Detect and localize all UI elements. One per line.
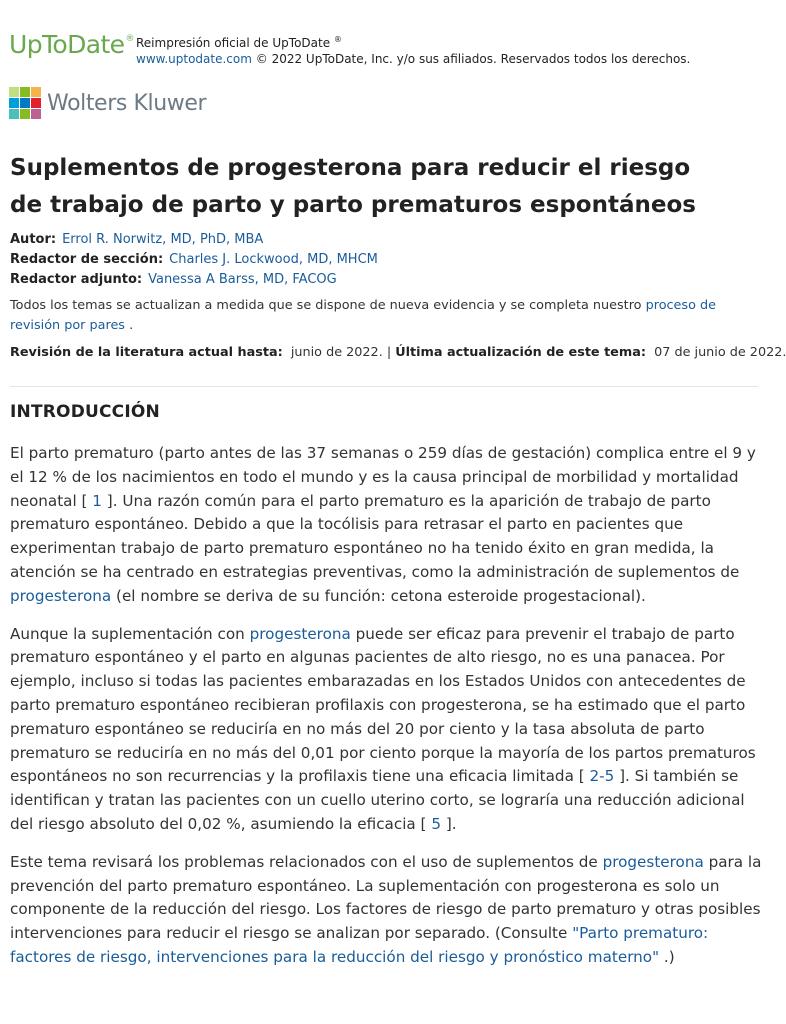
section-editor-row: [10, 250, 378, 270]
reprint-line: Reimpresión oficial de UpToDate: [136, 36, 331, 50]
intro-paragraph-3: [10, 851, 762, 970]
uptodate-logo-text: UpToDate: [9, 30, 125, 59]
author-label: Autor:: [10, 232, 57, 247]
p2-text-4: ].: [445, 814, 457, 833]
reprint-header: [0, 0, 768, 72]
article-contributors: [10, 230, 378, 290]
lit-review-date: junio de 2022.: [290, 345, 383, 360]
uptodate-site-link[interactable]: www.uptodate.com: [136, 52, 252, 66]
uptodate-logo[interactable]: [9, 30, 134, 59]
author-link[interactable]: Errol R. Norwitz, MD, PhD, MBA: [62, 232, 264, 247]
date-separator: |: [386, 345, 392, 360]
wolters-kluwer-logo[interactable]: [9, 87, 206, 119]
update-note-text: Todos los temas se actualizan a medida que se dispone de nueva evidencia y se completa nuestro: [10, 298, 642, 313]
p2-text-1: Aunque la suplementación con: [10, 624, 245, 643]
drug-link-progesterone[interactable]: progesterona: [10, 586, 112, 605]
topic-link-preterm-birth-risk[interactable]: "Parto prematuro: factores de riesgo, intervenciones para la reducción del riesgo y pronóstico materno": [10, 924, 709, 966]
author-row: [10, 230, 378, 250]
update-note: [10, 296, 758, 336]
p3-text-1: Este tema revisará los problemas relacionados con el uso de suplementos de: [10, 852, 598, 871]
peer-review-link[interactable]: proceso de revisión por pares: [10, 298, 716, 333]
p2-text-2: puede ser eficaz para prevenir el trabajo de parto prematuro espontáneo y el parto en algunas pacientes de alto riesgo, no es una panacea. Por ejemplo, incluso si todas las pacientes embarazadas en los Estados Unidos con antecedentes de parto prematuro espontáneo recibieran profilaxis con progesterona, se ha estimado que el parto prematuro espontáneo se reduciría en no más del 20 por ciento y la tasa absoluta de parto prematuro se reduciría en no más del 0,01 por ciento porque la mayoría de los partos prematuros espontáneos no son recurrencias y la profilaxis tiene una eficacia limitada [: [10, 624, 756, 786]
reprint-notice: [136, 32, 690, 67]
reference-link[interactable]: 2-5: [589, 767, 615, 786]
deputy-editor-label: Redactor adjunto:: [10, 272, 143, 287]
section-editor-link[interactable]: Charles J. Lockwood, MD, MHCM: [169, 252, 378, 267]
drug-link-progesterone[interactable]: progesterona: [249, 624, 351, 643]
p3-text-3: .): [663, 947, 675, 966]
reference-link[interactable]: 5: [431, 814, 441, 833]
intro-body: [10, 442, 762, 984]
section-editor-label: Redactor de sección:: [10, 252, 164, 267]
copyright-text: © 2022 UpToDate, Inc. y/o sus afiliados. Reservados todos los derechos.: [255, 52, 691, 66]
wolters-kluwer-mark-icon: [9, 87, 41, 119]
p1-text-2: ]. Una razón común para el parto prematuro es la aparición de trabajo de parto prematuro espontáneo. Debido a que la tocólisis para retrasar el parto en pacientes que experimentan trabajo de parto prematuro espontáneo no ha tenido éxito en gran medida, la atención se ha centrado en estrategias preventivas, como la administración de suplementos de: [10, 491, 740, 581]
deputy-editor-row: [10, 270, 378, 290]
intro-paragraph-2: [10, 623, 762, 837]
section-divider: [10, 386, 758, 387]
registered-mark: ®: [125, 33, 134, 44]
last-update-label: Última actualización de este tema:: [395, 345, 646, 360]
last-update-date: 07 de junio de 2022.: [654, 345, 786, 360]
p3-text-2: para la prevención del parto prematuro espontáneo. La suplementación con progesterona es solo un componente de la reducción del riesgo. Los factores de riesgo de parto prematuro y otras posibles intervenciones para reducir el riesgo se analizan por separado. (Consulte: [10, 852, 762, 943]
review-dates: [10, 343, 786, 363]
update-note-end: .: [129, 318, 134, 333]
p1-text-1: El parto prematuro (parto antes de las 37 semanas o 259 días de gestación) complica entre el 9 y el 12 % de los nacimientos en todo el mundo y es la causa principal de morbilidad y mortalidad neonatal [: [10, 444, 756, 510]
reprint-registered-mark: ®: [333, 35, 342, 44]
intro-paragraph-1: [10, 442, 762, 609]
reference-link[interactable]: 1: [92, 491, 102, 510]
p1-text-3: (el nombre se deriva de su función: cetona esteroide progestacional).: [116, 586, 646, 605]
intro-heading: INTRODUCCIÓN: [10, 402, 160, 422]
lit-review-label: Revisión de la literatura actual hasta:: [10, 345, 283, 360]
p2-text-3: ]. Si también se identifican y tratan las pacientes con un cuello uterino corto, se lograría una reducción adicional del riesgo absoluto del 0,02 %, asumiendo la eficacia [: [10, 767, 745, 833]
drug-link-progesterone[interactable]: progesterona: [602, 852, 704, 871]
publisher-name: Wolters Kluwer: [47, 90, 207, 116]
article-title: Suplementos de progesterona para reducir el riesgo de trabajo de parto y parto prematuros espontáneos: [10, 155, 696, 218]
deputy-editor-link[interactable]: Vanessa A Barss, MD, FACOG: [148, 272, 337, 287]
